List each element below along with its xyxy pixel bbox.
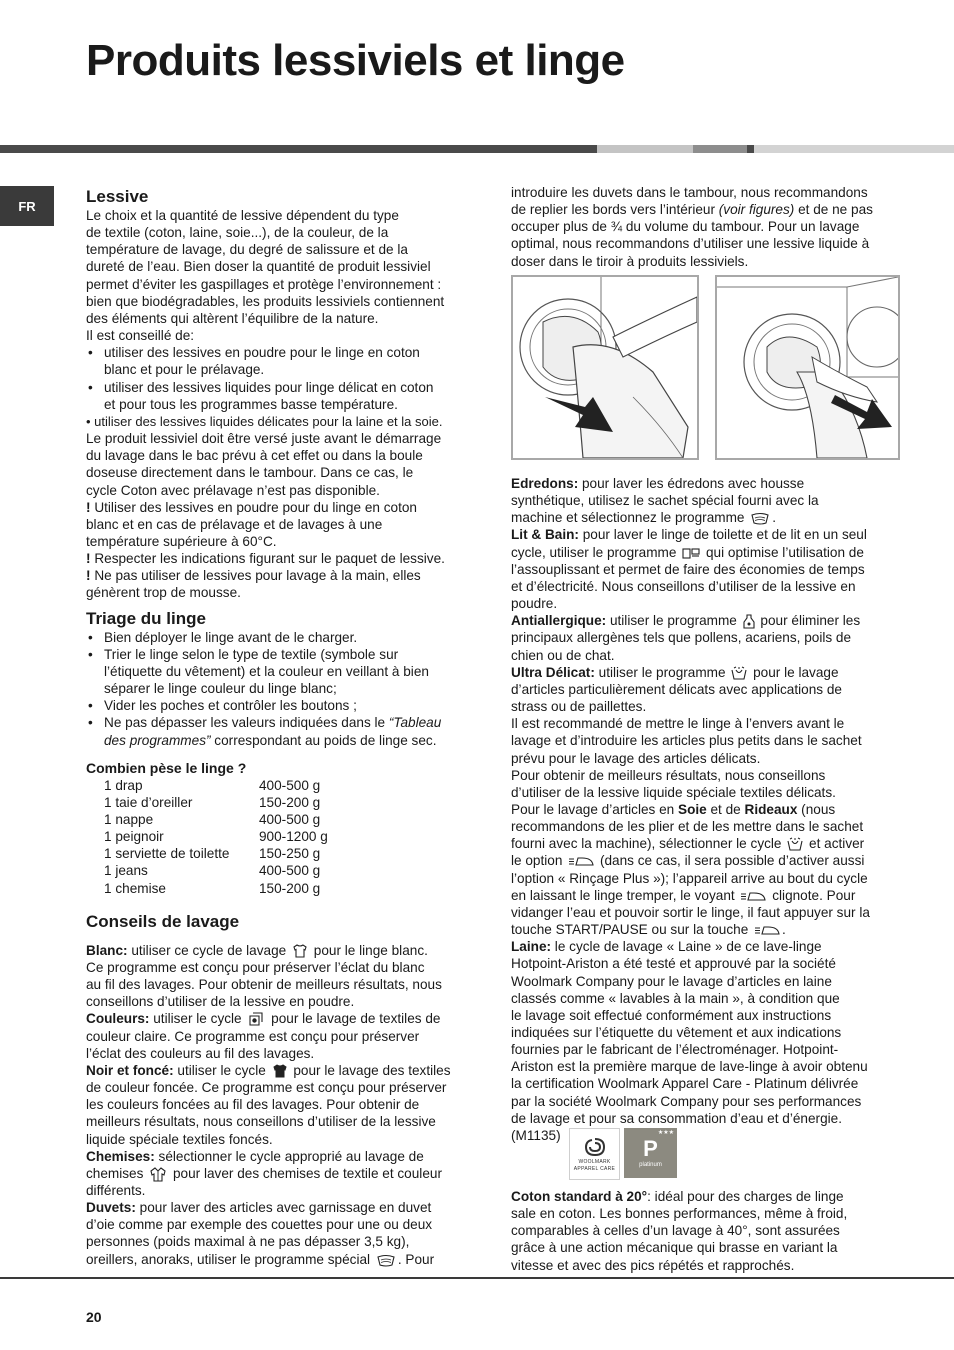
cotton-tshirt-icon (292, 944, 308, 958)
colors-icon (247, 1012, 265, 1027)
list-item: • Ne pas dépasser les valeurs indiquées dans le “Tableau des programmes” correspondant au poids de linge sec. (86, 714, 478, 748)
text-line: de couleur foncée. Ce programme est conçu pour préserver (86, 1080, 447, 1096)
easy-iron-icon (568, 856, 594, 867)
text-line: l’assouplissant et permet de faire des économies de temps (511, 561, 865, 577)
header-stripe-light (597, 145, 693, 153)
list-item: • Trier le linge selon le type de textile (symbole sur l’étiquette du vêtement) et la couleur en veillant à bien séparer le linge couleur du linge blanc; (86, 646, 478, 697)
text-line: Antiallergique: utiliser le programme pour éliminer les (511, 613, 861, 629)
text-line: doseuse directement dans le tambour. Dans ce cas, le (86, 465, 414, 481)
text-line: introduire les duvets dans le tambour, nous recommandons (511, 185, 868, 200)
text-line: d’oie comme par exemple des couettes pour une ou deux (86, 1217, 433, 1233)
text-line: Pour obtenir de meilleurs résultats, nous conseillons (511, 767, 826, 783)
text-line: Chemises: sélectionner le cycle approprié au lavage de (86, 1148, 424, 1164)
platinum-text: platinum (639, 1162, 662, 1168)
text-line: séparer le linge couleur du linge blanc; (104, 681, 337, 697)
text-line: la certification Woolmark Apparel Care - Platinum délivrée (511, 1076, 859, 1092)
list-item: • Bien déployer le linge avant de le charger. (86, 629, 478, 646)
text-line: Vider les poches et contrôler les boutons ; (104, 698, 357, 714)
text-line: différents. (86, 1182, 146, 1198)
text-line: conseillons d’utiliser de la lessive en poudre. (86, 994, 355, 1010)
text-line: optimal, nous recommandons d’utiliser une lessive liquide à (511, 236, 870, 252)
text-line: les couleurs foncées au fil des lavages. Pour obtenir de (86, 1097, 420, 1113)
ultra-delicate-icon (731, 666, 747, 681)
figure-duvet-loading-2 (715, 275, 900, 460)
right-column-top (511, 184, 903, 270)
text-line: lavage et d’introduire les articles plus petits dans le sachet (511, 733, 862, 749)
triage-heading: Triage du linge (86, 608, 206, 628)
lessive-heading: Lessive (86, 187, 149, 206)
text-line: des éléments qui altèrent l’équilibre de la nature. (86, 310, 379, 326)
text-line: génèrent trop de mousse. (86, 585, 241, 601)
text-line: Woolmark Company pour le lavage d’articles en laine (511, 973, 832, 989)
table-row: 1 peignoir 900-1200 g (104, 829, 328, 845)
left-column (86, 186, 478, 1268)
text-line: et pour tous les programmes basse température. (104, 396, 398, 412)
warning-line: ! Respecter les indications figurant sur le paquet de lessive. (86, 551, 445, 567)
header-stripe-dark (0, 145, 597, 153)
text-line: sale en coton. Les bonnes performances, même à froid, (511, 1206, 848, 1222)
text-line: utiliser des lessives en poudre pour le linge en coton (104, 345, 420, 361)
woolmark-subtext: APPAREL CARE (573, 1166, 616, 1172)
text-line: d’utiliser de la lessive liquide spéciale textiles délicats. (511, 784, 836, 800)
text-line: fourni avec la machine), sélectionner le cycle et activer (511, 836, 865, 852)
page-title: Produits lessiviels et linge (86, 36, 625, 85)
right-column-coton (511, 1188, 903, 1274)
page-number: 20 (86, 1309, 102, 1325)
text-line: et d’électricité. Nous conseillons d’utiliser de la lessive en (511, 578, 856, 594)
platinum-letter: P (643, 1136, 658, 1161)
right-column-bottom (511, 475, 903, 1144)
lessive-body (86, 430, 478, 499)
weights-table (104, 777, 478, 897)
text-line: blanc et en cas de prélavage et de lavages à une (86, 516, 383, 532)
weights-heading: Combien pèse le linge ? (86, 759, 247, 776)
text-line: Hotpoint-Ariston a été testé et approuvé par la société (511, 956, 836, 972)
text-line: dureté de l’eau. Bien doser la quantité de produit lessiviel (86, 259, 431, 275)
text-line: l’éclat des couleurs au fil des lavages. (86, 1045, 315, 1061)
stars-icon: ★★★ (657, 1130, 674, 1136)
text-line: poudre. (511, 596, 558, 612)
text-line: Noir et foncé: utiliser le cycle pour le lavage des textiles (86, 1062, 451, 1078)
lessive-intro (86, 207, 478, 344)
woolmark-text: WOOLMARK (578, 1159, 611, 1165)
text-line: Ce programme est conçu pour préserver l’éclat du blanc (86, 959, 425, 975)
shirt-icon (149, 1167, 167, 1182)
text-line: Pour le lavage d’articles en Soie et de Rideaux (nous (511, 801, 836, 817)
table-row: 1 jeans 400-500 g (104, 863, 321, 879)
text-line: occuper plus de ¾ du volume du tambour. Pour un lavage (511, 219, 860, 235)
text-line: utiliser des lessives liquides délicates pour la laine et la soie. (94, 413, 443, 429)
text-line: Blanc: utiliser ce cycle de lavage pour le linge blanc. (86, 942, 428, 958)
text-line: meilleurs résultats, nous conseillons d’utiliser de la lessive (86, 1114, 436, 1130)
figure-duvet-loading-1 (511, 275, 699, 460)
washer-illustration (717, 277, 898, 458)
text-line: doser dans le tiroir à produits lessiviels. (511, 253, 749, 269)
text-line: cycle Coton avec prélavage n’est pas disponible. (86, 482, 380, 498)
text-line: par la société Woolmark Company pour ses performances (511, 1093, 862, 1109)
text-line: le option (dans ce cas, il sera possible d’activer aussi (511, 853, 865, 869)
text-line: oreillers, anoraks, utiliser le programme spécial . Pour (86, 1251, 435, 1267)
text-line: prévu pour le lavage des articles délicats. (511, 750, 761, 766)
text-line: couleur claire. Ce programme est conçu pour préserver (86, 1028, 420, 1044)
text-line: l’option « Rinçage Plus »); l’appareil arrive au bout du cycle (511, 870, 868, 886)
text-line: température de lavage, du degré de salissure et de la (86, 242, 408, 258)
text-line: de textile (coton, laine, soie...), de la couleur, de la (86, 225, 389, 241)
table-row: 1 chemise 150-200 g (104, 880, 321, 896)
duvet-icon (376, 1254, 396, 1267)
list-item: • utiliser des lessives liquides délicates pour la laine et la soie. (86, 413, 443, 429)
text-line: synthétique, utilisez le sachet spécial fourni avec la (511, 493, 819, 509)
bed-bath-icon (682, 547, 700, 560)
platinum-logo (624, 1128, 677, 1178)
text-line: Trier le linge selon le type de textile (symbole sur (104, 646, 399, 662)
text-line: Ne pas dépasser les valeurs indiquées dans le “Tableau (104, 715, 442, 731)
table-row: 1 serviette de toilette 150-250 g (104, 846, 321, 862)
text-line: Lit & Bain: pour laver le linge de toilette et de lit en un seul (511, 527, 867, 543)
washer-illustration (513, 277, 697, 458)
ultra-delicate-icon (787, 837, 803, 852)
text-line: Bien déployer le linge avant de le charger. (104, 629, 358, 645)
warning-line: ! Ne pas utiliser de lessives pour lavage à la main, elles (86, 568, 421, 584)
text-line: vitesse et avec des pics répétés et rapprochés. (511, 1257, 795, 1273)
text-line: température supérieure à 60°C. (86, 533, 277, 549)
easy-iron-icon (740, 891, 766, 902)
text-line: Ultra Délicat: utiliser le programme pour le lavage (511, 664, 839, 680)
text-line: de lavage et pour sa consommation d’eau et d’énergie. (511, 1110, 842, 1126)
text-line: fournies par le fabricant de l’électroménager. Hotpoint- (511, 1042, 839, 1058)
text-line: en laissant le linge tremper, le voyant clignote. Pour (511, 887, 856, 903)
text-line: Edredons: pour laver les édredons avec housse (511, 476, 805, 491)
text-line: indiquées sur l’étiquette du vêtement et aux indications (511, 1025, 842, 1040)
text-line: vidanger l’eau et pouvoir sortir le linge, il faut appuyer sur la (511, 904, 870, 920)
text-line: chemises pour laver des chemises de textile et couleur (86, 1165, 442, 1181)
text-line: chien ou de chat. (511, 647, 615, 663)
text-line: liquide spéciale textiles foncés. (86, 1131, 273, 1147)
text-line: Il est conseillé de: (86, 328, 195, 344)
text-line: cycle, utiliser le programme qui optimise l’utilisation de (511, 544, 864, 560)
text-line: Le produit lessiviel doit être versé juste avant le démarrage (86, 431, 442, 447)
text-line: le lavage soit effectué conformément aux instructions (511, 1007, 832, 1023)
table-row: 1 nappe 400-500 g (104, 812, 321, 827)
text-line: Duvets: pour laver des articles avec garnissage en duvet (86, 1200, 432, 1216)
text-line: Coton standard à 20°: idéal pour des charges de linge (511, 1189, 844, 1204)
header-stripe-pale (754, 145, 954, 153)
list-item: • utiliser des lessives en poudre pour le linge en coton blanc et pour le prélavage. (86, 344, 478, 378)
header-stripe-mid (693, 145, 747, 153)
text-line: grâce à une action mécanique qui brasse en variant la (511, 1240, 838, 1256)
text-line: Il est recommandé de mettre le linge à l’envers avant le (511, 716, 845, 732)
text-line: strass ou de paillettes. (511, 699, 647, 715)
text-line: au fil des lavages. Pour obtenir de meilleurs résultats, nous (86, 977, 442, 993)
woolmark-logo (569, 1128, 620, 1180)
text-line: machine et sélectionnez le programme . (511, 510, 777, 526)
text-line: recommandons de les plier et de les mettre dans le sachet (511, 819, 864, 835)
antiallergy-icon (743, 614, 755, 629)
text-line: blanc et pour le prélavage. (104, 362, 265, 378)
footer-rule (0, 1277, 954, 1279)
text-line: comparables à celles d’un lavage à 40°, sont assurées (511, 1223, 840, 1239)
text-line: personnes (poids maximal à ne pas dépasser 3,5 kg), (86, 1234, 410, 1250)
text-line: classés comme « lavables à la main », à condition que (511, 990, 840, 1006)
text-line: permet d’éviter les gaspillages et protège l’environnement : (86, 276, 442, 292)
table-row: 1 taie d’oreiller 150-200 g (104, 794, 321, 810)
text-line: utiliser des lessives liquides pour linge délicat en coton (104, 379, 434, 395)
text-line: touche START/PAUSE ou sur la touche . (511, 922, 786, 938)
text-line: d’articles particulièrement délicats avec applications de (511, 681, 842, 697)
list-item: • Vider les poches et contrôler les boutons ; (86, 697, 478, 714)
text-line: Laine: le cycle de lavage « Laine » de ce lave-linge (511, 939, 822, 955)
easy-iron-icon (754, 925, 780, 936)
text-line: du lavage dans le bac prévu à cet effet ou dans la boule (86, 448, 423, 464)
text-line: l’étiquette du vêtement) et la couleur en veillant à bien (104, 663, 429, 679)
duvet-icon (750, 512, 770, 525)
warning-line: ! Utiliser des lessives en poudre pour du linge en coton (86, 499, 417, 515)
text-line: Couleurs: utiliser le cycle pour le lavage de textiles de (86, 1011, 441, 1027)
dark-garment-icon (272, 1064, 288, 1078)
text-line: bien que biodégradables, les produits lessiviels contiennent (86, 293, 445, 309)
text-line: de replier les bords vers l’intérieur (voir figures) et de ne pas (511, 202, 873, 218)
text-line: Ariston est la première marque de lave-linge à avoir obtenu (511, 1059, 868, 1075)
language-badge: FR (0, 186, 54, 226)
certification-logos (569, 1128, 677, 1180)
table-row: 1 drap 400-500 g (104, 777, 321, 793)
text-line: des programmes” correspondant au poids de linge sec. (104, 732, 437, 748)
text-line: principaux allergènes tels que pollens, acariens, poils de (511, 630, 852, 646)
text-line: Le choix et la quantité de lessive dépendent du type (86, 208, 399, 223)
woolmark-icon (582, 1136, 608, 1158)
text-line: (M1135) (511, 1127, 561, 1143)
list-item: • utiliser des lessives liquides pour linge délicat en coton et pour tous les programmes basse température. (86, 379, 478, 413)
header-stripe-dark2 (747, 145, 754, 153)
conseils-heading: Conseils de lavage (86, 911, 240, 931)
